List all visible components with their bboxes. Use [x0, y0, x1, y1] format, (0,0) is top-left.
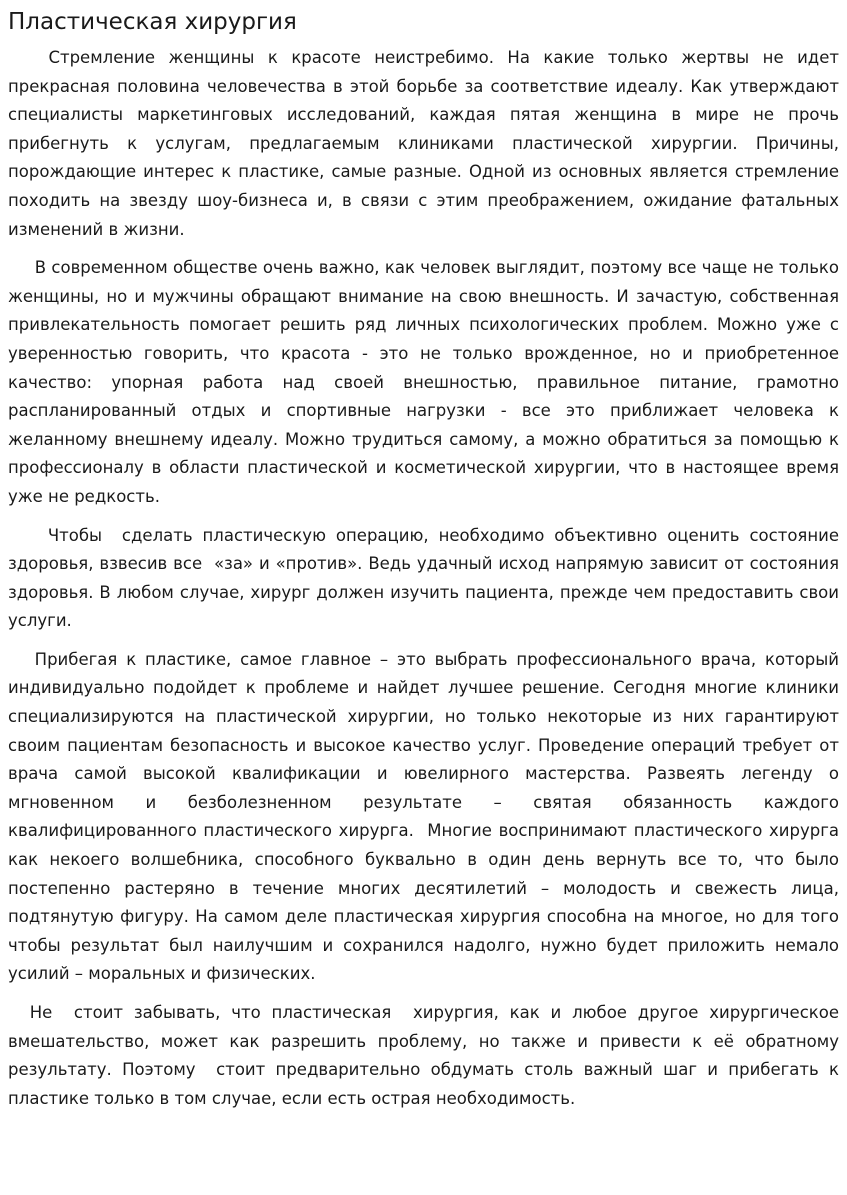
article-paragraph: Прибегая к пластике, самое главное – это выбрать профессионального врача, который индивидуально подойдет к проблеме и найдет лучшее решение. Сегодня многие клиники специализируются на пластической хирургии, но только некоторые из них гарантируют своим пациентам безопасность и высокое качество услуг. Проведение операций требует от врача самой высокой квалификации и ювелирного мастерства. Развеять легенду о мгновенном и безболезненном результате – святая обязанность каждого квалифицированного пластического хирурга. Многие воспринимают пластического хирурга как некоего волшебника, способного буквально в один день вернуть все то, что было постепенно растеряно в течение многих десятилетий – молодость и свежесть лица, подтянутую фигуру. На самом деле пластическая хирургия способна на многое, но для того чтобы результат был наилучшим и сохранился надолго, нужно будет приложить немало усилий – моральных и физических.: [8, 649, 845, 984]
article-paragraph: Чтобы сделать пластическую операцию, необходимо объективно оценить состояние здоровья, взвесив все «за» и «против». Ведь удачный исход напрямую зависит от состояния здоровья. В любом случае, хирург должен изучить пациента, прежде чем предоставить свои услуги.: [8, 525, 845, 631]
article-title: Пластическая хирургия: [8, 9, 297, 35]
article-paragraph: Стремление женщины к красоте неистребимо. На какие только жертвы не идет прекрасная половина человечества в этой борьбе за соответствие идеалу. Как утверждают специалисты маркетинговых исследований, каждая пятая женщина в мире не прочь прибегнуть к услугам, предлагаемым клиниками пластической хирургии. Причины, порождающие интерес к пластике, самые разные. Одной из основных является стремление походить на звезду шоу-бизнеса и, в связи с этим преображением, ожидание фатальных изменений в жизни.: [8, 48, 845, 239]
article-paragraph: Не стоит забывать, что пластическая хирургия, как и любое другое хирургическое вмешательство, может как разрешить проблему, но также и привести к её обратному результату. Поэтому стоит предварительно обдумать столь важный шаг и прибегать к пластике только в том случае, если есть острая необходимость.: [8, 1003, 845, 1108]
article-paragraph: В современном обществе очень важно, как человек выглядит, поэтому все чаще не только женщины, но и мужчины обращают внимание на свою внешность. И зачастую, собственная привлекательность помогает решить ряд личных психологических проблем. Можно уже с уверенностью говорить, что красота - это не только врожденное, но и приобретенное качество: упорная работа над своей внешностью, правильное питание, грамотно распланированный отдых и спортивные нагрузки - все это приближает человека к желанному внешнему идеалу. Можно трудиться самому, а можно обратиться за помощью к профессионалу в области пластической и косметической хирургии, что в настоящее время уже не редкость.: [8, 258, 845, 506]
